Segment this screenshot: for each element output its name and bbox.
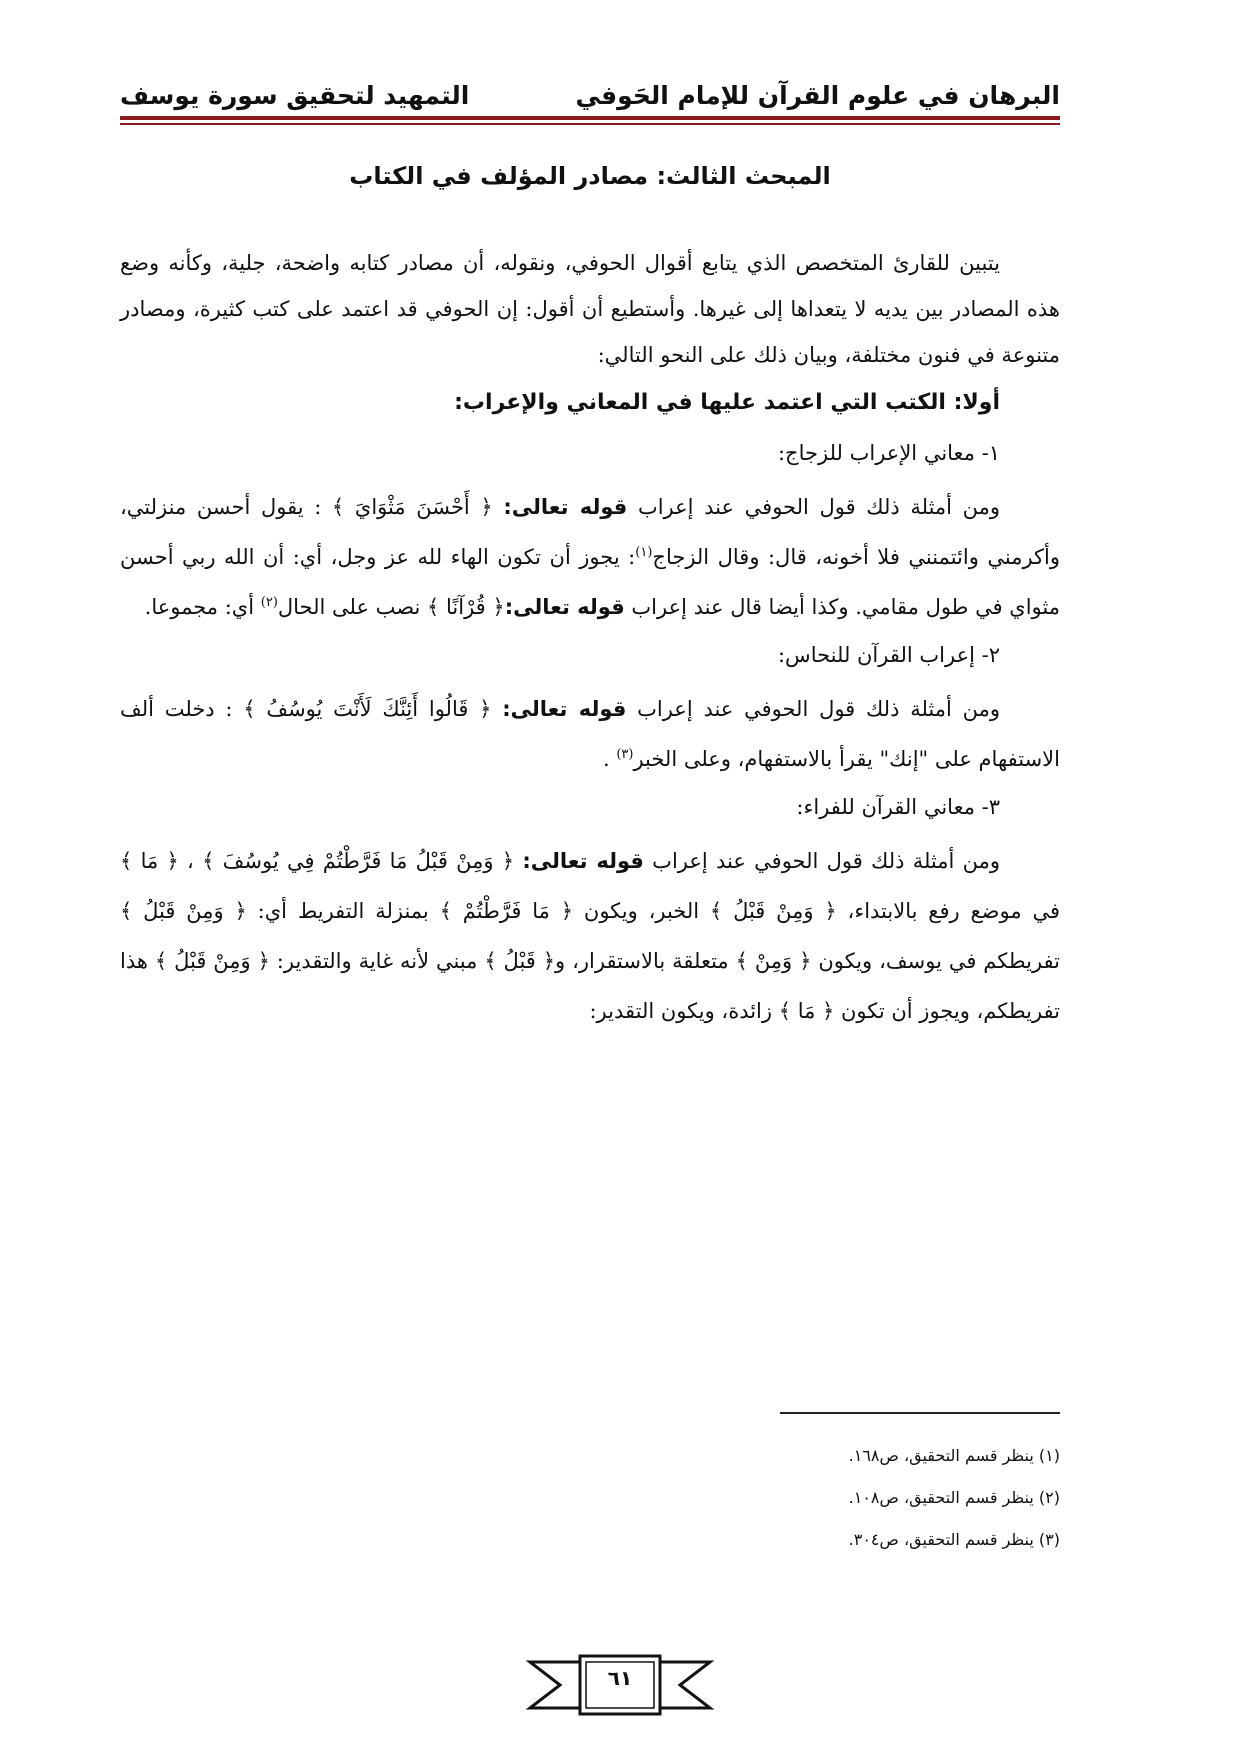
running-header bbox=[120, 70, 1060, 110]
body-text bbox=[120, 240, 1060, 1036]
page-number-ribbon bbox=[520, 1652, 720, 1718]
quran-quote: ﴿ أَحْسَنَ مَثْوَايَ ﴾ bbox=[321, 495, 504, 519]
text-run: نصب على الحال bbox=[277, 595, 428, 619]
bold-run: قوله تعالى: bbox=[522, 849, 644, 873]
text-run: ومن أمثلة ذلك قول الحوفي عند إعراب bbox=[626, 697, 1000, 721]
footnote-ref-3[interactable]: (٣) bbox=[616, 747, 634, 762]
source-paragraph-3 bbox=[120, 836, 1060, 1036]
source-title-2: ٢- إعراب القرآن للنحاس: bbox=[777, 643, 1000, 667]
text-run: : يقول أحسن منزلتي، وأكرمني وائتمنني فلا أخونه، قال: وقال الزجاج bbox=[120, 495, 1061, 569]
footnote-2: (٢) ينظر قسم التحقيق، ص١٠٨. bbox=[848, 1488, 1060, 1507]
footnote-ref-1[interactable]: (١) bbox=[635, 545, 653, 560]
text-run: ، ﴿ مَا ﴾ في موضع رفع بالابتداء، ﴿ وَمِنْ قَبْلُ ﴾ الخبر، ويكون ﴿ مَا فَرَّطْتُمْ ﴾ بمنزلة التفريط أي: ﴿ وَمِنْ قَبْلُ ﴾ تفريطكم في يوسف، ويكون ﴿ وَمِنْ ﴾ متعلقة بالاستقرار، و﴿ قَبْلُ ﴾ مبني لأنه غاية والتقدير: ﴿ وَمِنْ قَبْلُ ﴾ هذا تفريطكم، ويجوز أن تكون ﴿ مَا ﴾ زائدة، ويكون التقدير: bbox=[120, 849, 1060, 1023]
bold-run: قوله تعالى: bbox=[503, 495, 628, 519]
intro-paragraph: يتبين للقارئ المتخصص الذي يتابع أقوال الحوفي، ونقوله، أن مصادر كتابه واضحة، جلية، وكأنه وضع هذه المصادر بين يديه لا يتعداها إلى غيرها. وأستطيع أن أقول: إن الحوفي قد اعتمد على كتب كثيرة، ومصادر متنوعة في فنون مختلفة، وبيان ذلك على النحو التالي: bbox=[120, 251, 1060, 367]
text-run: ومن أمثلة ذلك قول الحوفي عند إعراب bbox=[627, 495, 1000, 519]
source-title-1: ١- معاني الإعراب للزجاج: bbox=[777, 441, 1000, 465]
text-run: . bbox=[602, 747, 617, 771]
bold-run: قوله تعالى: bbox=[502, 697, 627, 721]
bold-run: قوله تعالى: bbox=[504, 595, 625, 619]
text-run: : دخلت ألف الاستفهام على "إنك" يقرأ بالاستفهام، وعلى الخبر bbox=[120, 697, 1060, 771]
quran-quote: ﴿ قَالُوا أَئِنَّكَ لَأَنْتَ يُوسُفُ ﴾ bbox=[232, 697, 503, 721]
section-title: المبحث الثالث: مصادر المؤلف في الكتاب bbox=[349, 162, 831, 190]
header-rule-thick bbox=[120, 116, 1060, 120]
quran-quote: ﴿ قُرْآنًا ﴾ bbox=[427, 595, 505, 619]
quran-quote: ﴿ وَمِنْ قَبْلُ مَا فَرَّطْتُمْ فِي يُوسُفَ ﴾ bbox=[193, 849, 523, 873]
footnote-separator bbox=[780, 1412, 1060, 1414]
text-run: ومن أمثلة ذلك قول الحوفي عند إعراب bbox=[643, 849, 1000, 873]
footnotes bbox=[120, 1435, 1060, 1561]
footnote-1: (١) ينظر قسم التحقيق، ص١٦٨. bbox=[848, 1446, 1060, 1465]
page-number: ٦١ bbox=[607, 1666, 633, 1690]
text-run: : يجوز أن تكون الهاء لله عز وجل، أي: أن الله ربي أحسن مثواي في طول مقامي. وكذا أيضا قال عند إعراب bbox=[120, 545, 1060, 619]
header-chapter-title: التمهيد لتحقيق سورة يوسف bbox=[120, 81, 470, 110]
source-paragraph-2 bbox=[120, 684, 1060, 784]
header-book-title: البرهان في علوم القرآن للإمام الحَوفي bbox=[575, 81, 1060, 110]
source-paragraph-1 bbox=[120, 482, 1060, 632]
text-run: أي: مجموعا. bbox=[144, 595, 261, 619]
footnote-3: (٣) ينظر قسم التحقيق، ص٣٠٤. bbox=[848, 1530, 1060, 1549]
subheading: أولا: الكتب التي اعتمد عليها في المعاني والإعراب: bbox=[454, 390, 1000, 415]
header-rule-thin bbox=[120, 123, 1060, 125]
footnote-ref-2[interactable]: (٢) bbox=[260, 595, 278, 610]
source-title-3: ٣- معاني القرآن للفراء: bbox=[796, 795, 1000, 819]
